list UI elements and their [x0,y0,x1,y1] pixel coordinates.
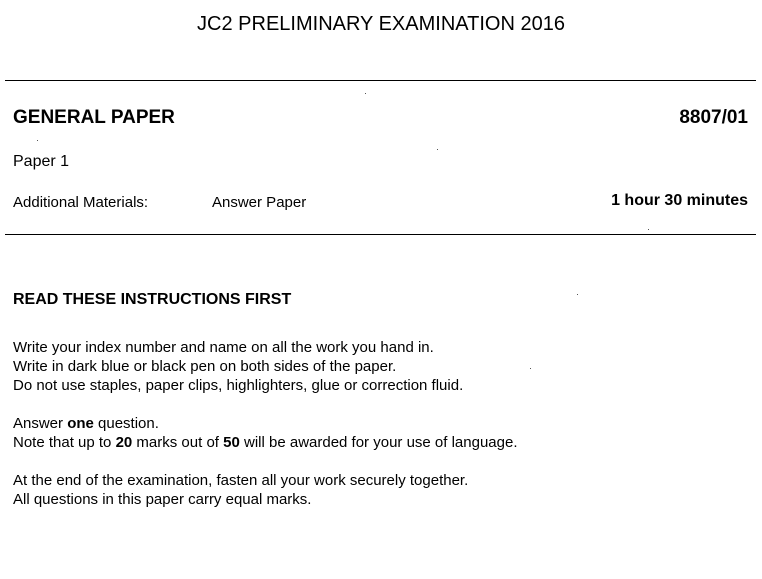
exam-title: JC2 PRELIMINARY EXAMINATION 2016 [197,13,565,35]
instruction-line: At the end of the examination, fasten all your work securely together. [13,472,469,489]
top-divider [5,80,756,81]
materials-value: Answer Paper [212,194,307,211]
scan-speck [437,149,438,150]
emphasis-fifty: 50 [223,434,240,451]
instruction-line-language-marks [13,433,518,452]
emphasis-twenty: 20 [115,434,133,451]
emphasis-one: one [67,415,94,432]
materials-label: Additional Materials: [13,194,149,211]
instruction-line: Do not use staples, paper clips, highlighters, glue or correction fluid. [13,377,464,394]
subject-title: GENERAL PAPER [13,107,175,128]
instruction-group-answering [13,414,518,452]
text-segment: will be awarded for your use of language. [239,434,518,451]
scan-speck [37,140,38,141]
instruction-line: Write your index number and name on all the work you hand in. [13,339,434,356]
instruction-line: Write in dark blue or black pen on both sides of the paper. [13,358,397,375]
bottom-divider [5,234,756,235]
instructions-heading: READ THESE INSTRUCTIONS FIRST [13,291,292,308]
text-segment: question. [93,415,159,432]
scan-speck [577,294,578,295]
scan-speck [365,93,366,94]
scan-speck [530,368,531,369]
instruction-line: All questions in this paper carry equal marks. [13,491,312,508]
instruction-group-submission [13,471,518,509]
text-segment: Answer [13,415,68,432]
syllabus-code: 8807/01 [679,107,748,128]
instruction-line-answer-count [13,414,518,433]
exam-duration: 1 hour 30 minutes [611,192,748,209]
scan-speck [648,229,649,230]
instruction-group-writing [13,338,518,395]
text-segment: Note that up to [13,434,116,451]
paper-number: Paper 1 [13,153,70,170]
instructions-body [13,338,518,528]
text-segment: marks out of [132,434,224,451]
